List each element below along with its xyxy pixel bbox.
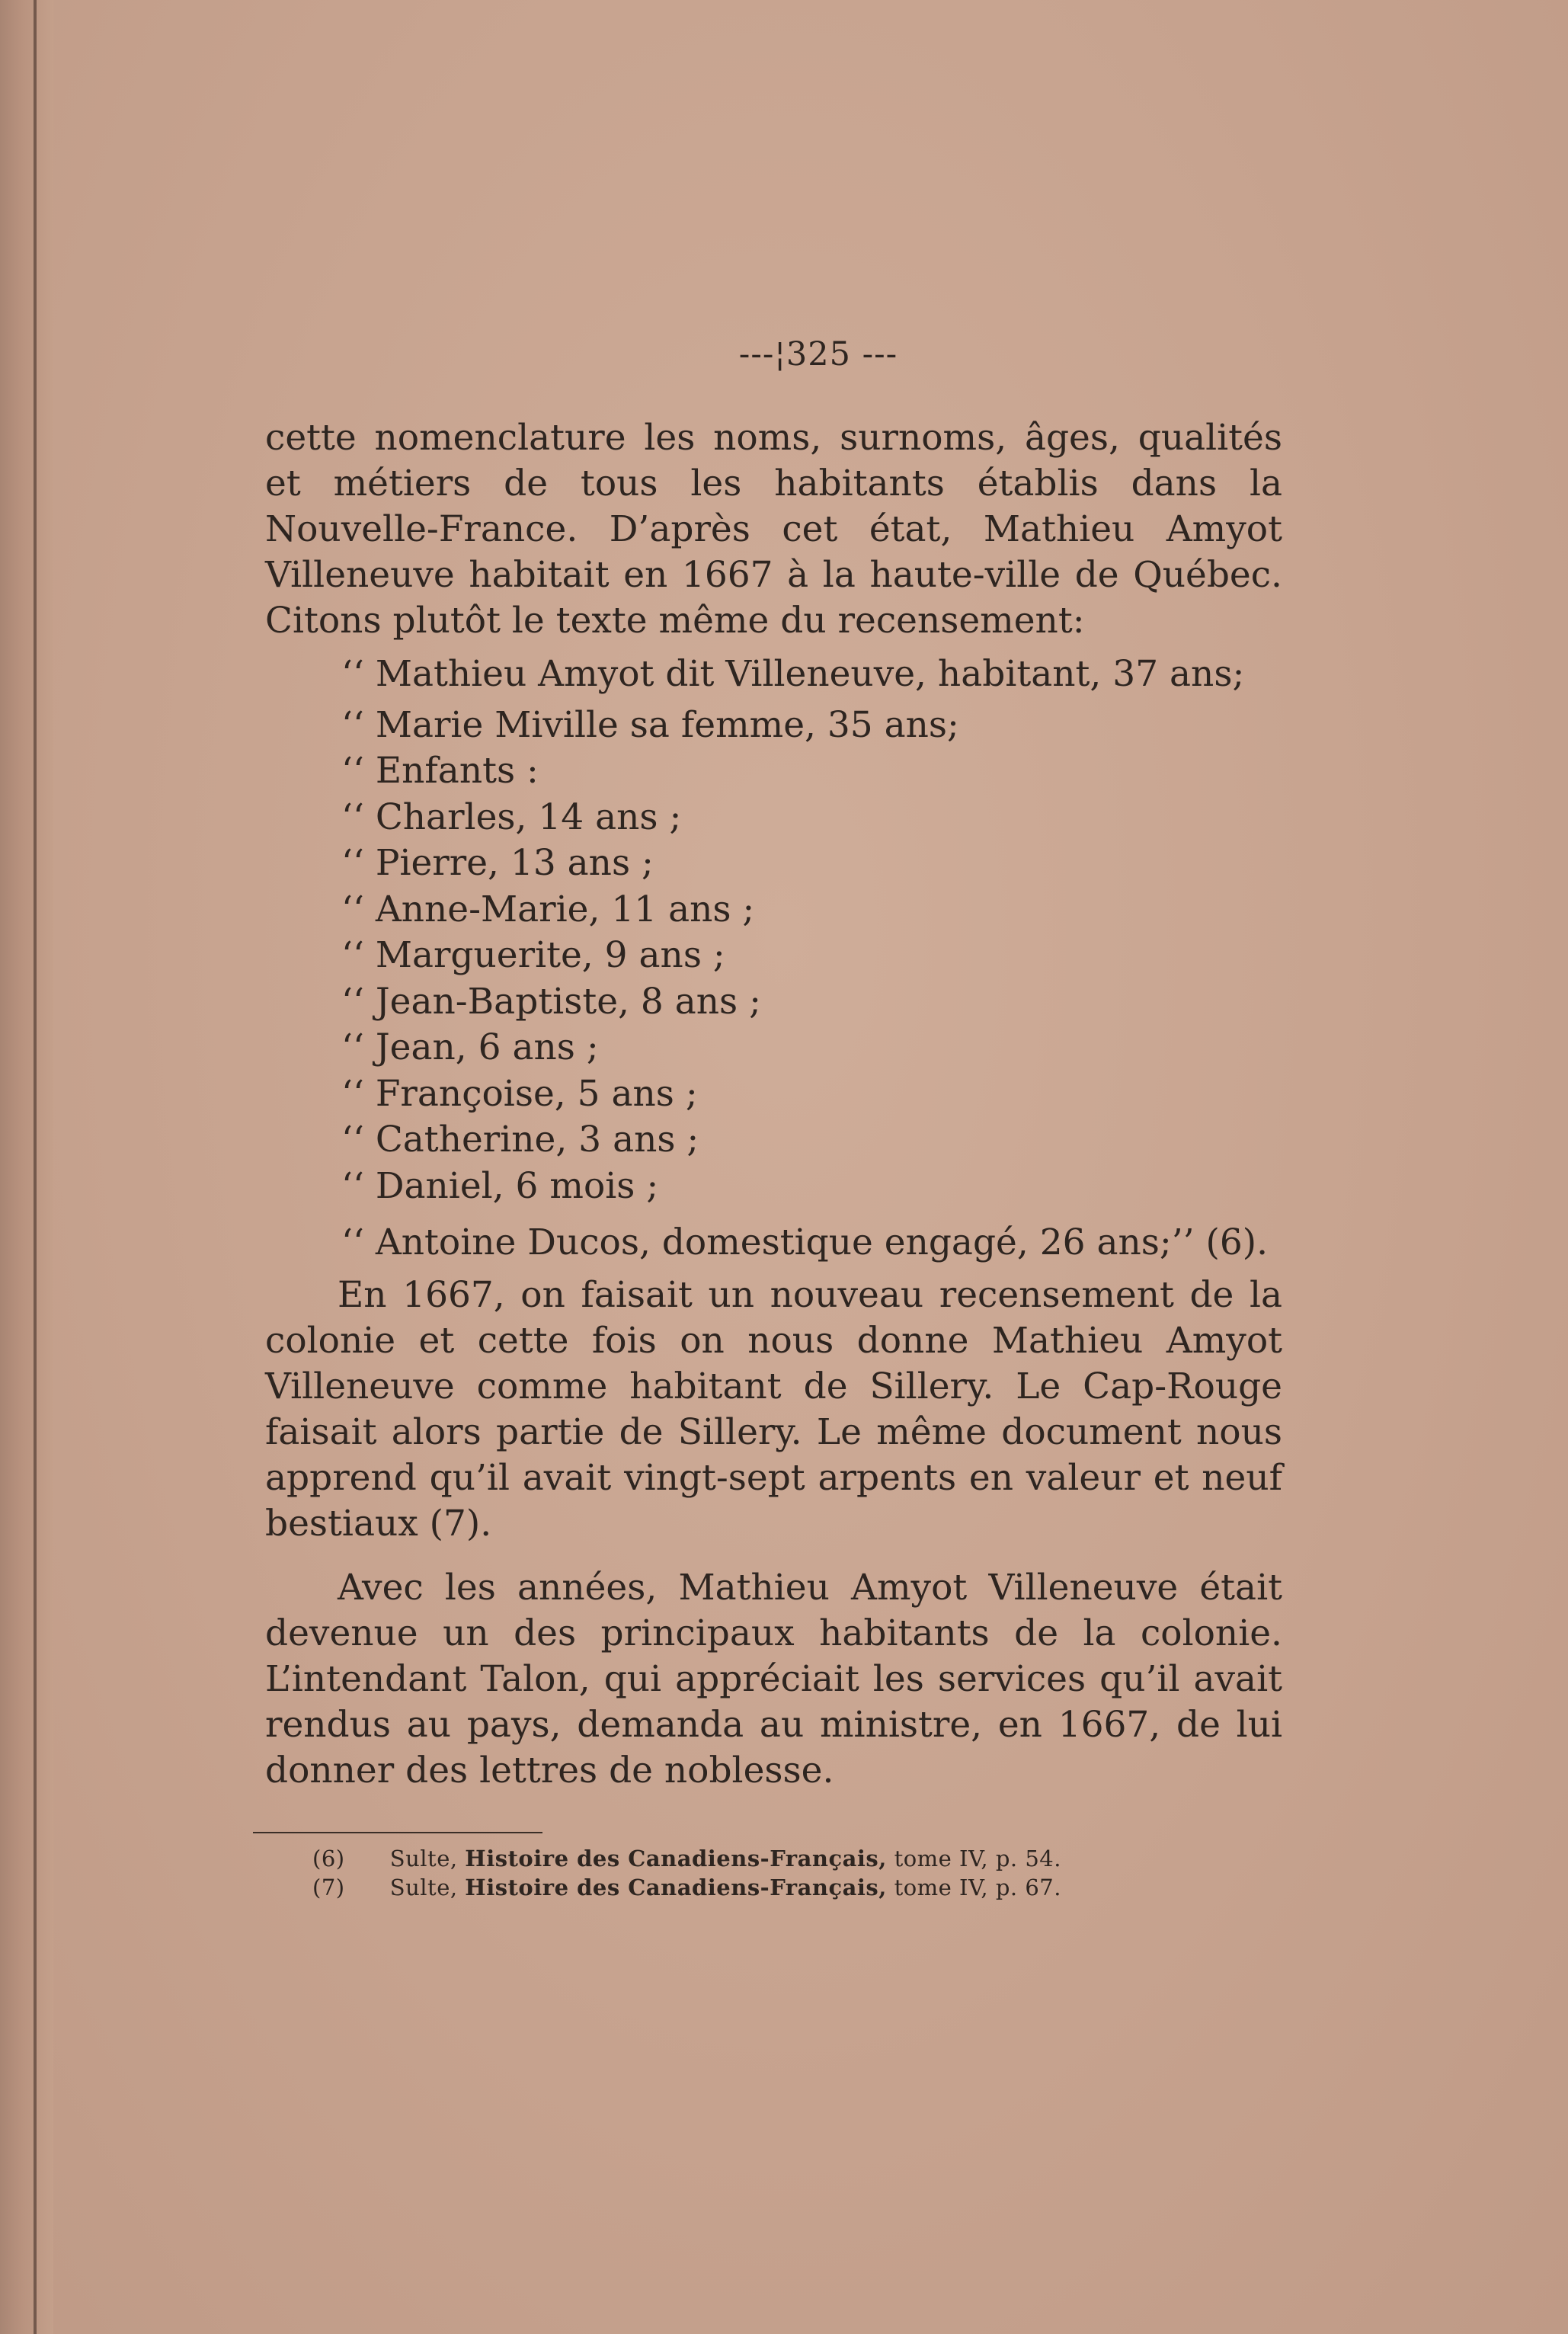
footnote-number: (7) <box>312 1875 345 1900</box>
footnote-title: Histoire des Canadiens-Français, <box>465 1846 887 1871</box>
census-line: ‘‘ Anne-Marie, 11 ans ; <box>341 888 755 930</box>
footnote-author: Sulte, <box>389 1846 458 1871</box>
census-list <box>265 652 1282 1266</box>
census-line: ‘‘ Daniel, 6 mois ; <box>341 1164 659 1207</box>
footnote-ref: tome IV, p. 54. <box>894 1846 1061 1871</box>
footnote-divider <box>253 1832 542 1833</box>
footnotes <box>312 1844 1227 1902</box>
census-line: ‘‘ Pierre, 13 ans ; <box>341 842 654 884</box>
footnote-ref: tome IV, p. 67. <box>894 1875 1061 1900</box>
footnote-6 <box>312 1844 1227 1873</box>
census-line: ‘‘ Françoise, 5 ans ; <box>341 1072 698 1115</box>
footnote-7 <box>312 1873 1227 1902</box>
census-line: ‘‘ Marguerite, 9 ans ; <box>341 934 725 976</box>
census-line: ‘‘ Charles, 14 ans ; <box>341 796 682 838</box>
census-line: ‘‘ Catherine, 3 ans ; <box>341 1119 699 1161</box>
footnote-number: (6) <box>312 1846 345 1871</box>
census-line: ‘‘ Marie Miville sa femme, 35 ans; <box>341 703 959 746</box>
footnote-title: Histoire des Canadiens-Français, <box>465 1875 887 1900</box>
paragraph-2: En 1667, on faisait un nouveau recensement de la colonie et cette fois on nous donne Mathieu Amyot Villeneuve comme habitant de Sillery. Le Cap-Rouge faisait alors partie de Sillery. Le même document nous apprend qu’il avait vingt-sept arpents en valeur et neuf bestiaux (7). <box>265 1273 1282 1545</box>
census-line: ‘‘ Enfants : <box>341 750 539 792</box>
paragraph-1: cette nomenclature les noms, surnoms, âges, qualités et métiers de tous les habitants établis dans la Nouvelle-France. D’après cet état, Mathieu Amyot Villeneuve habitait en 1667 à la haute-ville de Québec. Citons plutôt le texte même du recensement: <box>265 417 1282 642</box>
census-line: ‘‘ Mathieu Amyot dit Villeneuve, habitant, 37 ans; <box>341 653 1245 695</box>
census-line: ‘‘ Jean, 6 ans ; <box>341 1026 599 1068</box>
census-line: ‘‘ Antoine Ducos, domestique engagé, 26 ans;’’ (6). <box>341 1221 1269 1263</box>
page-number: ---¦325 --- <box>738 335 898 373</box>
paragraph-3: Avec les années, Mathieu Amyot Villeneuve était devenue un des principaux habitants de la colonie. L’intendant Talon, qui appréciait les services qu’il avait rendus au pays, demanda au ministre, en 1667, de lui donner des lettres de noblesse. <box>265 1566 1282 1791</box>
footnote-author: Sulte, <box>389 1875 458 1900</box>
census-line: ‘‘ Jean-Baptiste, 8 ans ; <box>341 980 761 1023</box>
main-text <box>265 415 1282 1794</box>
